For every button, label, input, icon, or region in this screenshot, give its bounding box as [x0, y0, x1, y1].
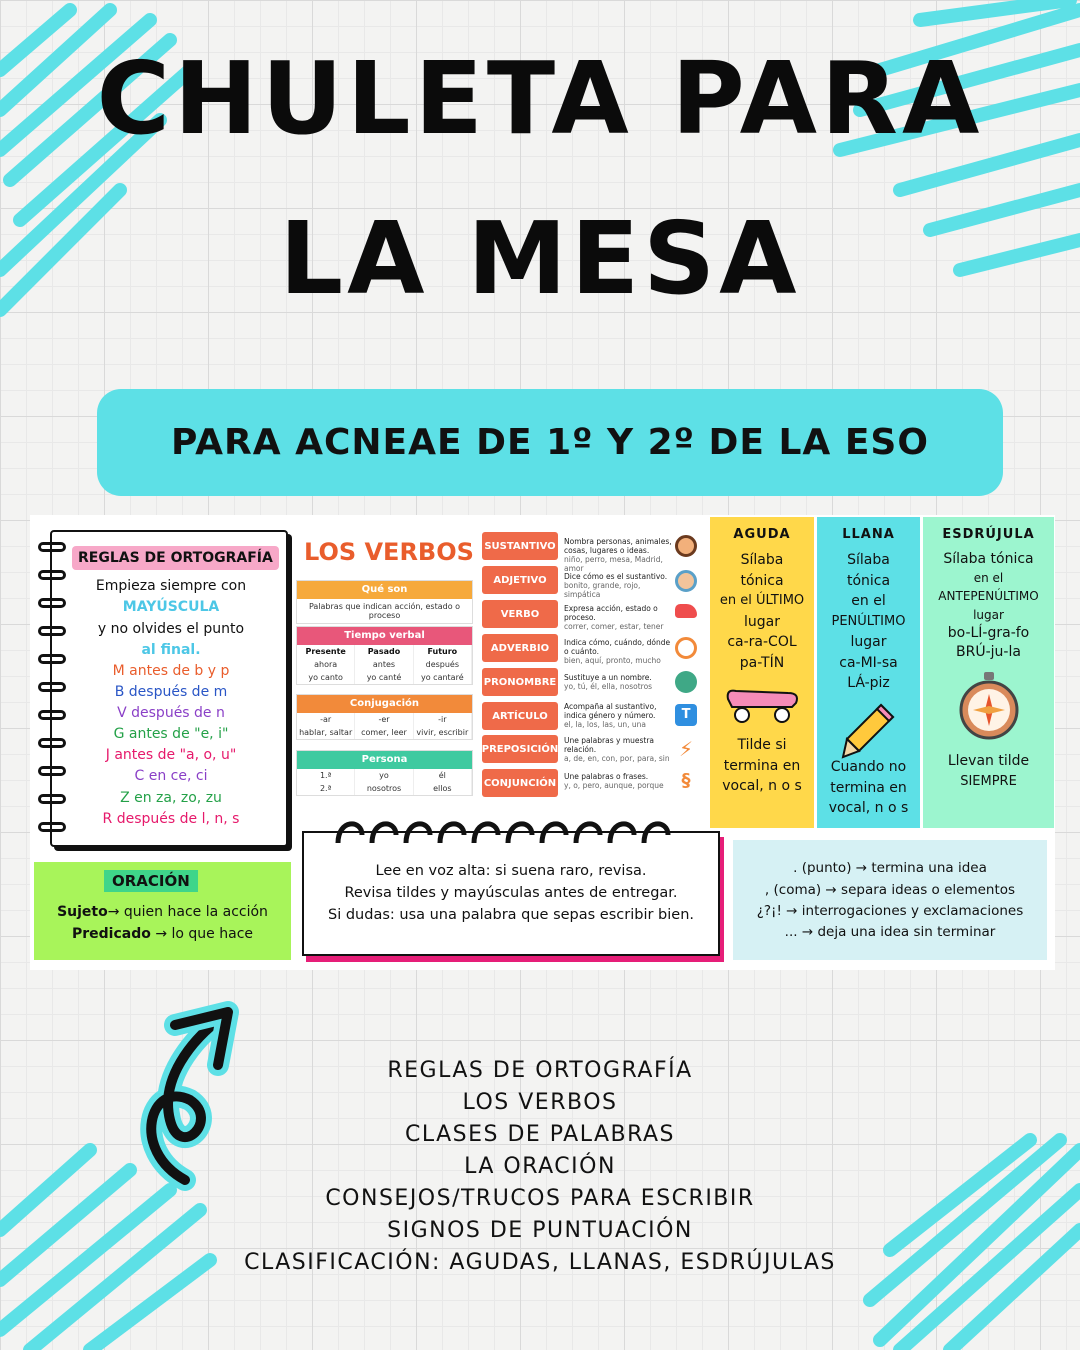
consejos-card [302, 831, 720, 956]
oracion-card [34, 862, 291, 960]
puntuacion-line: . (punto) → termina una idea [793, 860, 987, 876]
clase-label: ARTÍCULO [482, 702, 558, 730]
line: PENÚLTIMO [831, 613, 906, 629]
contenido-item: LOS VERBOS [462, 1090, 618, 1115]
spiral-binding-icon [334, 815, 684, 849]
ex-text: el, la, los, las, un, una [564, 720, 646, 729]
oracion-line [34, 904, 291, 920]
tiempo-cols [297, 645, 472, 658]
ortografia-card [50, 530, 288, 847]
col-label: -ir [414, 713, 472, 726]
ex-text: yo, tú, él, ella, nosotros [564, 682, 653, 691]
ex-text: bonito, grande, rojo, simpática [564, 581, 641, 599]
llanas-column [817, 517, 920, 828]
line: Sílaba tónica [943, 551, 1034, 567]
boy-face-icon [675, 535, 697, 557]
line: ca-ra-COL [727, 634, 797, 650]
cell: yo canté [355, 671, 413, 684]
predicado-def: → lo que hace [155, 926, 253, 942]
clase-label: VERBO [482, 600, 558, 628]
line: Sílaba [847, 552, 890, 568]
oracion-header: ORACIÓN [104, 870, 198, 892]
line: vocal, n o s [722, 778, 802, 794]
ortografia-line: G antes de "e, i" [113, 726, 229, 742]
que-son-header: Qué son [297, 581, 472, 599]
line: tónica [846, 572, 891, 589]
clase-label: PREPOSICIÓN [482, 735, 558, 763]
clase-desc [564, 572, 674, 599]
clase-label: ADVERBIO [482, 634, 558, 662]
consejo-line: Revisa tildes y mayúsculas antes de entregar. [344, 885, 678, 901]
conj-row [297, 726, 472, 739]
contenido-item: LA ORACIÓN [464, 1154, 616, 1179]
desc-text: Sustituye a un nombre. [564, 673, 652, 682]
esdrujulas-footer [923, 751, 1054, 792]
line: en el ÚLTIMO [719, 593, 805, 608]
esdrujulas-column [923, 517, 1054, 828]
line: bo-LÍ-gra-fo [947, 625, 1030, 641]
puntuacion-card [733, 840, 1047, 960]
sujeto-label: Sujeto [57, 904, 108, 920]
shoe-icon [675, 604, 697, 618]
pencil-icon [841, 701, 897, 759]
ortografia-line: R después de l, n, s [102, 811, 240, 827]
puntuacion-line: ... → deja una idea sin terminar [784, 924, 996, 940]
llanas-body [817, 550, 920, 694]
line: termina en [723, 757, 801, 774]
line: lugar [973, 607, 1004, 622]
ortografia-line: Empieza siempre con [95, 578, 247, 594]
desc-text: Acompaña al sustantivo, indica género y número. [564, 702, 657, 720]
line: LÁ-piz [847, 675, 890, 691]
col-label: -er [355, 713, 413, 726]
contenido-item: SIGNOS DE PUNTUACIÓN [387, 1218, 693, 1243]
contenido-item: CLASES DE PALABRAS [404, 1122, 676, 1147]
clase-desc [564, 537, 674, 573]
desc-text: Une palabras y muestra relación. [564, 736, 655, 754]
persona-row [297, 769, 472, 782]
cell: nosotros [355, 782, 413, 795]
oracion-line [34, 926, 291, 942]
line: Llevan tilde [947, 753, 1030, 769]
cell: él [414, 769, 472, 782]
conj-cols [297, 713, 472, 726]
clock-icon [675, 637, 697, 659]
cell: 2.ª [297, 782, 355, 795]
line: BRÚ-ju-la [956, 643, 1021, 660]
ortografia-line: Z en za, zo, zu [120, 790, 222, 806]
ex-text: correr, comer, estar, tener [564, 622, 664, 631]
ex-text: niño, perro, mesa, Madrid, amor [564, 555, 663, 573]
link-icon: § [681, 770, 691, 791]
line: en el [973, 570, 1004, 585]
ortografia-line: C en ce, ci [134, 768, 208, 784]
clase-label: ADJETIVO [482, 566, 558, 594]
agudas-body [710, 550, 814, 673]
clase-desc [564, 604, 674, 631]
contenido-item: REGLAS DE ORTOGRAFÍA [387, 1058, 693, 1083]
col-label: Futuro [414, 645, 472, 658]
persona-header: Persona [297, 751, 472, 769]
line: vocal, n o s [828, 800, 909, 816]
tiempo-row [297, 671, 472, 684]
ortografia-line: J antes de "a, o, u" [105, 747, 237, 763]
line: tónica [740, 572, 784, 589]
ortografia-line: y no olvides el punto [97, 621, 245, 637]
desc-text: Nombra personas, animales, cosas, lugares o ideas. [564, 537, 672, 555]
line: SIEMPRE [960, 773, 1017, 789]
cell: yo canto [297, 671, 355, 684]
agudas-footer [710, 735, 814, 797]
spiral-ring [38, 542, 66, 552]
conjugacion-block [296, 694, 473, 740]
line: Cuando no [830, 759, 907, 775]
line: ca-MI-sa [839, 654, 898, 671]
line: lugar [850, 634, 887, 650]
cell: ahora [297, 658, 355, 671]
subtitle-banner [97, 389, 1003, 496]
page-title-line2: LA MESA [279, 200, 801, 317]
tiempo-row [297, 658, 472, 671]
ex-text: a, de, en, con, por, para, sin [564, 754, 670, 763]
clase-desc [564, 736, 674, 763]
line: pa-TÍN [739, 654, 785, 671]
puntuacion-line: ¿?¡! → interrogaciones y exclamaciones [756, 903, 1024, 919]
clase-label: PRONOMBRE [482, 668, 558, 696]
ortografia-header: REGLAS DE ORTOGRAFÍA [72, 546, 279, 570]
verbos-card [296, 530, 476, 792]
cell: después [414, 658, 472, 671]
agudas-column [710, 517, 814, 828]
desc-text: Indica cómo, cuándo, dónde o cuánto. [564, 638, 671, 656]
line: ANTEPENÚLTIMO [938, 589, 1039, 603]
line: Sílaba [740, 552, 784, 568]
llanas-footer [817, 757, 920, 819]
col-label: -ar [297, 713, 355, 726]
ortografia-line: B después de m [114, 684, 228, 700]
ex-text: y, o, pero, aunque, porque [564, 781, 664, 790]
ex-text: bien, aquí, pronto, mucho [564, 656, 661, 665]
que-son-block [296, 580, 473, 624]
predicado-label: Predicado [72, 926, 151, 942]
verbos-title: LOS VERBOS [304, 538, 474, 566]
desc-text: Dice cómo es el sustantivo. [564, 572, 668, 581]
line: lugar [744, 613, 780, 630]
clase-label: SUSTANTIVO [482, 532, 558, 560]
desc-text: Une palabras o frases. [564, 772, 649, 781]
tiempo-header: Tiempo verbal [297, 627, 472, 645]
person-icon [675, 671, 697, 693]
conjugacion-header: Conjugación [297, 695, 472, 713]
ortografia-line: al final. [141, 642, 201, 658]
subtitle-text: PARA ACNEAE DE 1º Y 2º DE LA ESO [171, 422, 929, 463]
cell: comer, leer [355, 726, 413, 739]
llanas-header: LLANA [842, 527, 895, 542]
ortografia-line: MAYÚSCULA [122, 599, 220, 615]
cell: antes [355, 658, 413, 671]
cell: 1.ª [297, 769, 355, 782]
que-son-body: Palabras que indican acción, estado o proceso [308, 602, 461, 620]
contenido-item: CLASIFICACIÓN: AGUDAS, LLANAS, ESDRÚJULAS [244, 1250, 836, 1275]
consejo-line: Lee en voz alta: si suena raro, revisa. [375, 863, 647, 879]
compass-icon [958, 672, 1020, 740]
t-letter-icon: T [675, 704, 697, 726]
ortografia-line: V después de n [117, 705, 225, 721]
agudas-header: AGUDA [733, 527, 791, 542]
girl-face-icon [675, 570, 697, 592]
consejo-line: Si dudas: usa una palabra que sepas escribir bien. [328, 907, 694, 923]
contenido-item: CONSEJOS/TRUCOS PARA ESCRIBIR [325, 1186, 755, 1211]
line: Tilde si [737, 737, 787, 753]
esdrujulas-body [923, 550, 1054, 661]
cell: yo cantaré [414, 671, 472, 684]
page-title-line1: CHULETA PARA [96, 40, 984, 157]
clases-card [479, 530, 705, 798]
puntuacion-line: , (coma) → separa ideas o elementos [764, 882, 1016, 898]
clase-label: CONJUNCIÓN [482, 769, 558, 797]
cell: vivir, escribir [414, 726, 472, 739]
col-label: Pasado [355, 645, 413, 658]
persona-row [297, 782, 472, 795]
desc-text: Expresa acción, estado o proceso. [564, 604, 658, 622]
esdrujulas-header: ESDRÚJULA [942, 527, 1035, 542]
sujeto-def: → quien hace la acción [107, 904, 268, 920]
ortografia-line: M antes de b y p [112, 663, 230, 679]
col-label: Presente [297, 645, 355, 658]
skateboard-icon [722, 685, 802, 727]
cell: yo [355, 769, 413, 782]
persona-block [296, 750, 473, 796]
cell: hablar, saltar [297, 726, 355, 739]
line: termina en [830, 779, 907, 796]
clase-desc [564, 702, 674, 729]
bolt-icon: ⚡ [678, 737, 694, 761]
clase-desc [564, 673, 674, 691]
clase-desc [564, 772, 674, 790]
line: en el [851, 593, 886, 609]
cell: ellos [414, 782, 472, 795]
clase-desc [564, 638, 674, 665]
tiempo-block [296, 626, 473, 685]
